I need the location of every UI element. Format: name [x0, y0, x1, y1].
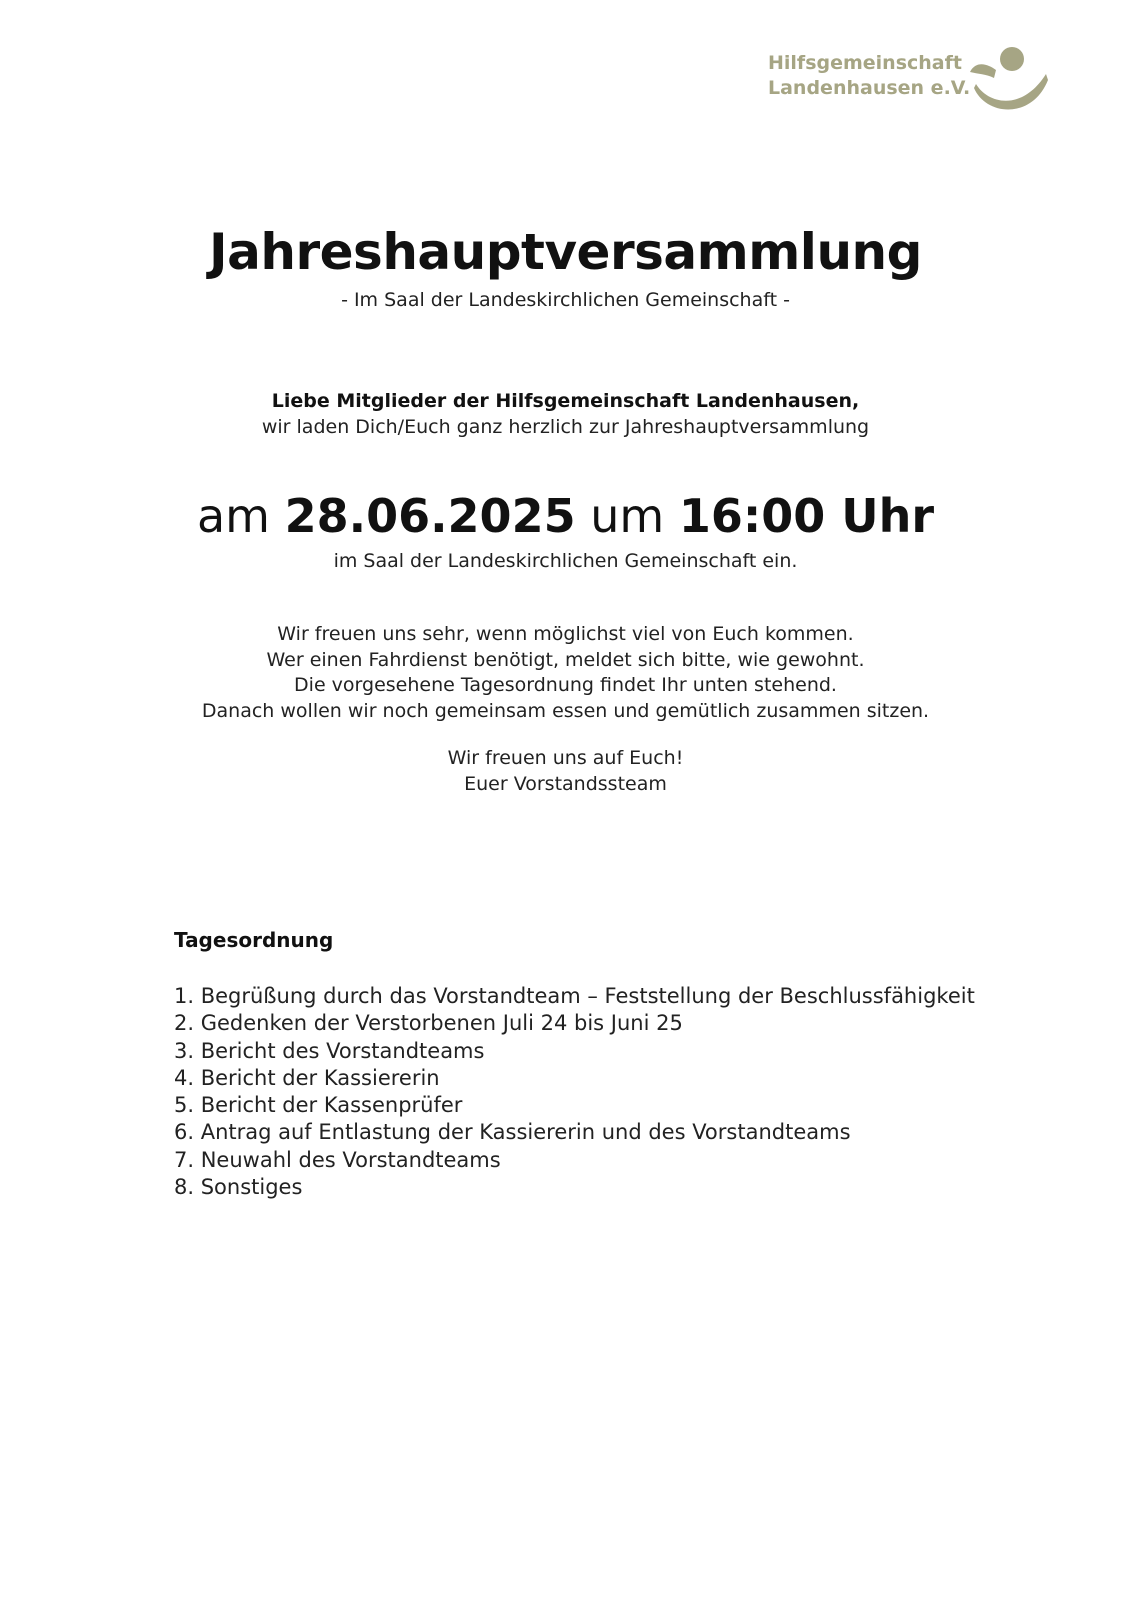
- event-datetime: [0, 488, 1131, 544]
- body-line: Danach wollen wir noch gemeinsam essen und gemütlich zusammen sitzen.: [201, 699, 930, 722]
- agenda-item: 4. Bericht der Kassiererin: [174, 1065, 440, 1090]
- time-prefix: um: [590, 489, 665, 543]
- person-embrace-icon: [966, 46, 1050, 118]
- agenda-heading: Tagesordnung: [174, 928, 334, 952]
- logo-line-2: Landenhausen e.V.: [768, 77, 971, 99]
- invite-line: wir laden Dich/Euch ganz herzlich zur Jahreshauptversammlung: [261, 416, 870, 438]
- agenda-item: 1. Begrüßung durch das Vorstandteam – Feststellung der Beschlussfähigkeit: [174, 984, 975, 1008]
- page-subtitle: - Im Saal der Landeskirchlichen Gemeinschaft -: [341, 289, 790, 311]
- agenda-item: 3. Bericht des Vorstandteams: [174, 1038, 485, 1063]
- agenda-item: 7. Neuwahl des Vorstandteams: [174, 1147, 501, 1172]
- agenda-item: 6. Antrag auf Entlastung der Kassiererin und des Vorstandteams: [174, 1120, 851, 1145]
- agenda-item: 5. Bericht der Kassenprüfer: [174, 1093, 463, 1118]
- closing: [0, 746, 1131, 797]
- signature-line: Euer Vorstandssteam: [464, 772, 667, 795]
- body-line: Wer einen Fahrdienst benötigt, meldet sich bitte, wie gewohnt.: [266, 648, 865, 671]
- closing-line: Wir freuen uns auf Euch!: [447, 747, 684, 769]
- agenda-item: 2. Gedenken der Verstorbenen Juli 24 bis Juni 25: [174, 1011, 683, 1036]
- page-title: Jahreshauptversammlung: [209, 223, 922, 281]
- logo-text: [768, 51, 970, 101]
- event-date: 28.06.2025: [284, 489, 576, 543]
- date-prefix: am: [196, 489, 270, 543]
- agenda-list: [174, 983, 975, 1201]
- agenda-item: 8. Sonstiges: [174, 1175, 303, 1200]
- event-location: im Saal der Landeskirchlichen Gemeinschaft ein.: [333, 550, 798, 572]
- invitation-body: [0, 622, 1131, 724]
- greeting: Liebe Mitglieder der Hilfsgemeinschaft Landenhausen,: [271, 390, 860, 412]
- organization-logo: [768, 46, 1058, 118]
- body-line: Wir freuen uns sehr, wenn möglichst viel von Euch kommen.: [277, 623, 854, 645]
- body-line: Die vorgesehene Tagesordnung findet Ihr unten stehend.: [294, 674, 837, 696]
- event-time: 16:00 Uhr: [678, 489, 935, 543]
- logo-line-1: Hilfsgemeinschaft: [768, 52, 962, 74]
